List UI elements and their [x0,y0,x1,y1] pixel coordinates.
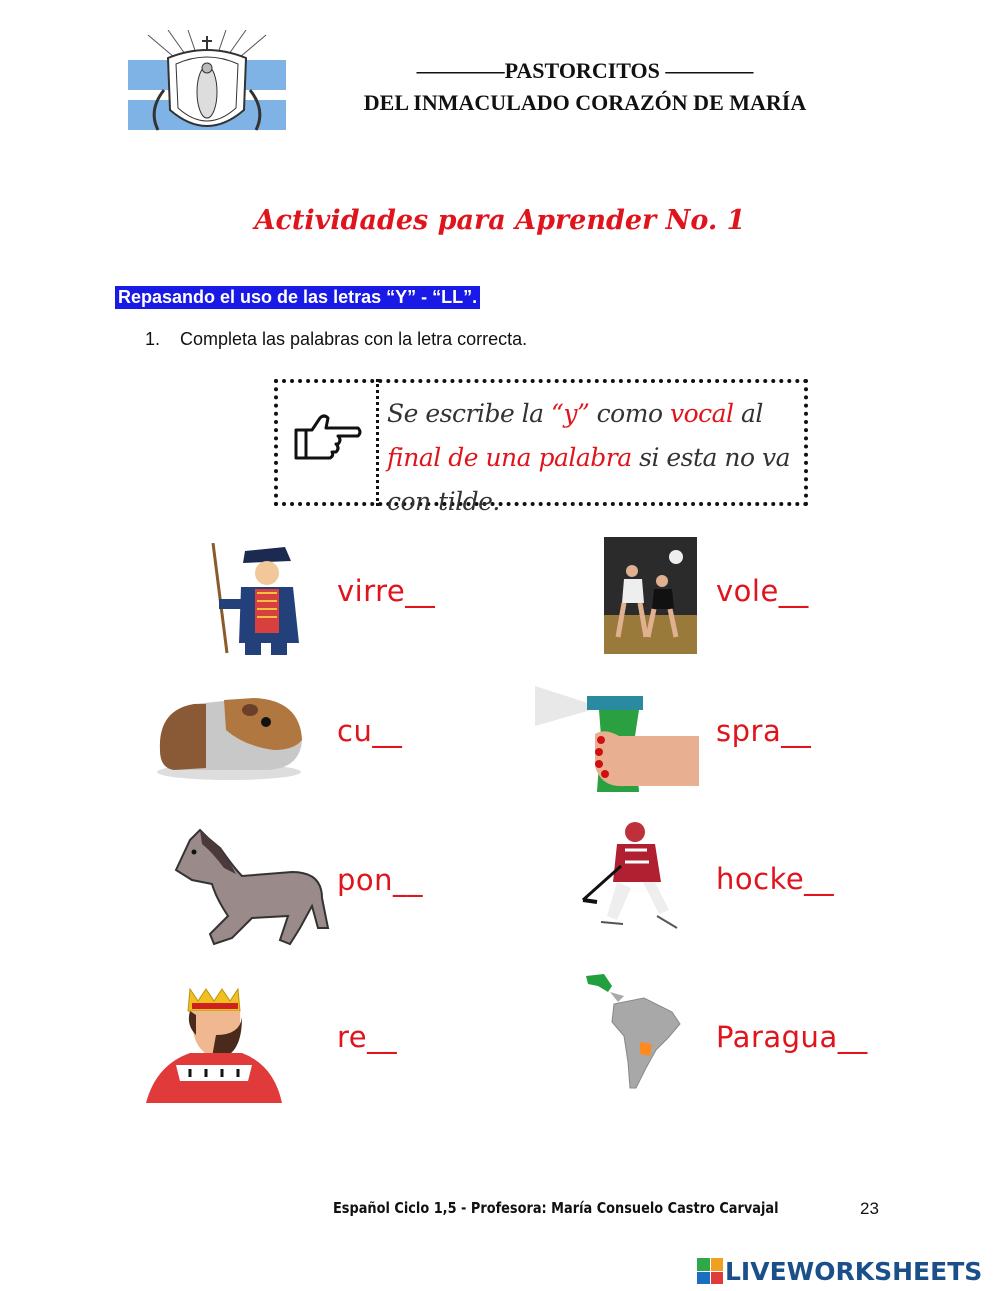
word-blank-3[interactable]: cu__ [337,714,403,748]
section-heading: Repasando el uso de las letras “Y” - “LL”. [115,286,480,309]
king-icon [146,985,282,1103]
rule-text [387,392,805,524]
word-blank-2[interactable]: vole__ [716,574,809,608]
word-blank-4[interactable]: spra__ [716,714,812,748]
word-blank-8[interactable]: Paragua__ [716,1020,868,1054]
word-blank-6[interactable]: hocke__ [716,862,835,896]
liveworksheets-logo[interactable] [697,1256,982,1286]
school-name-line1: ————PASTORCITOS ———— [416,58,754,83]
volleyball-icon [604,537,697,654]
page-number: 23 [860,1199,879,1218]
rule-part: si esta no va con tilde. [387,443,791,516]
rule-part-vocal: vocal [669,399,734,428]
word-blank-7[interactable]: re__ [337,1020,398,1054]
school-logo [128,30,286,148]
liveworksheets-squares-icon [697,1258,723,1284]
rule-part: al [733,399,763,428]
word-blank-5[interactable]: pon__ [337,863,424,897]
rule-part-final: final de una palabra [387,443,632,472]
rule-part-y: “y” [551,399,590,428]
pointing-hand-icon [292,410,364,462]
word-blank-1[interactable]: virre__ [337,574,436,608]
page-title: Actividades para Aprender No. 1 [254,205,746,236]
pony-icon [172,828,330,946]
viceroy-icon [205,543,305,655]
school-name-line2: DEL INMACULADO CORAZÓN DE MARÍA [363,90,807,115]
footer-text: Español Ciclo 1,5 - Profesora: María Consuelo Castro Carvajal [333,1199,779,1217]
instruction-text: Completa las palabras con la letra correcta. [180,329,528,349]
rule-divider [376,379,379,506]
rule-part: como [589,399,670,428]
guinea-pig-icon [154,690,304,782]
instruction [145,329,527,350]
hockey-player-icon [577,816,687,931]
rule-part: Se escribe la [387,399,552,428]
liveworksheets-text: LIVEWORKSHEETS [725,1256,983,1286]
south-america-map-icon [584,972,696,1090]
instruction-number: 1. [145,329,161,349]
spray-bottle-icon [535,676,699,792]
